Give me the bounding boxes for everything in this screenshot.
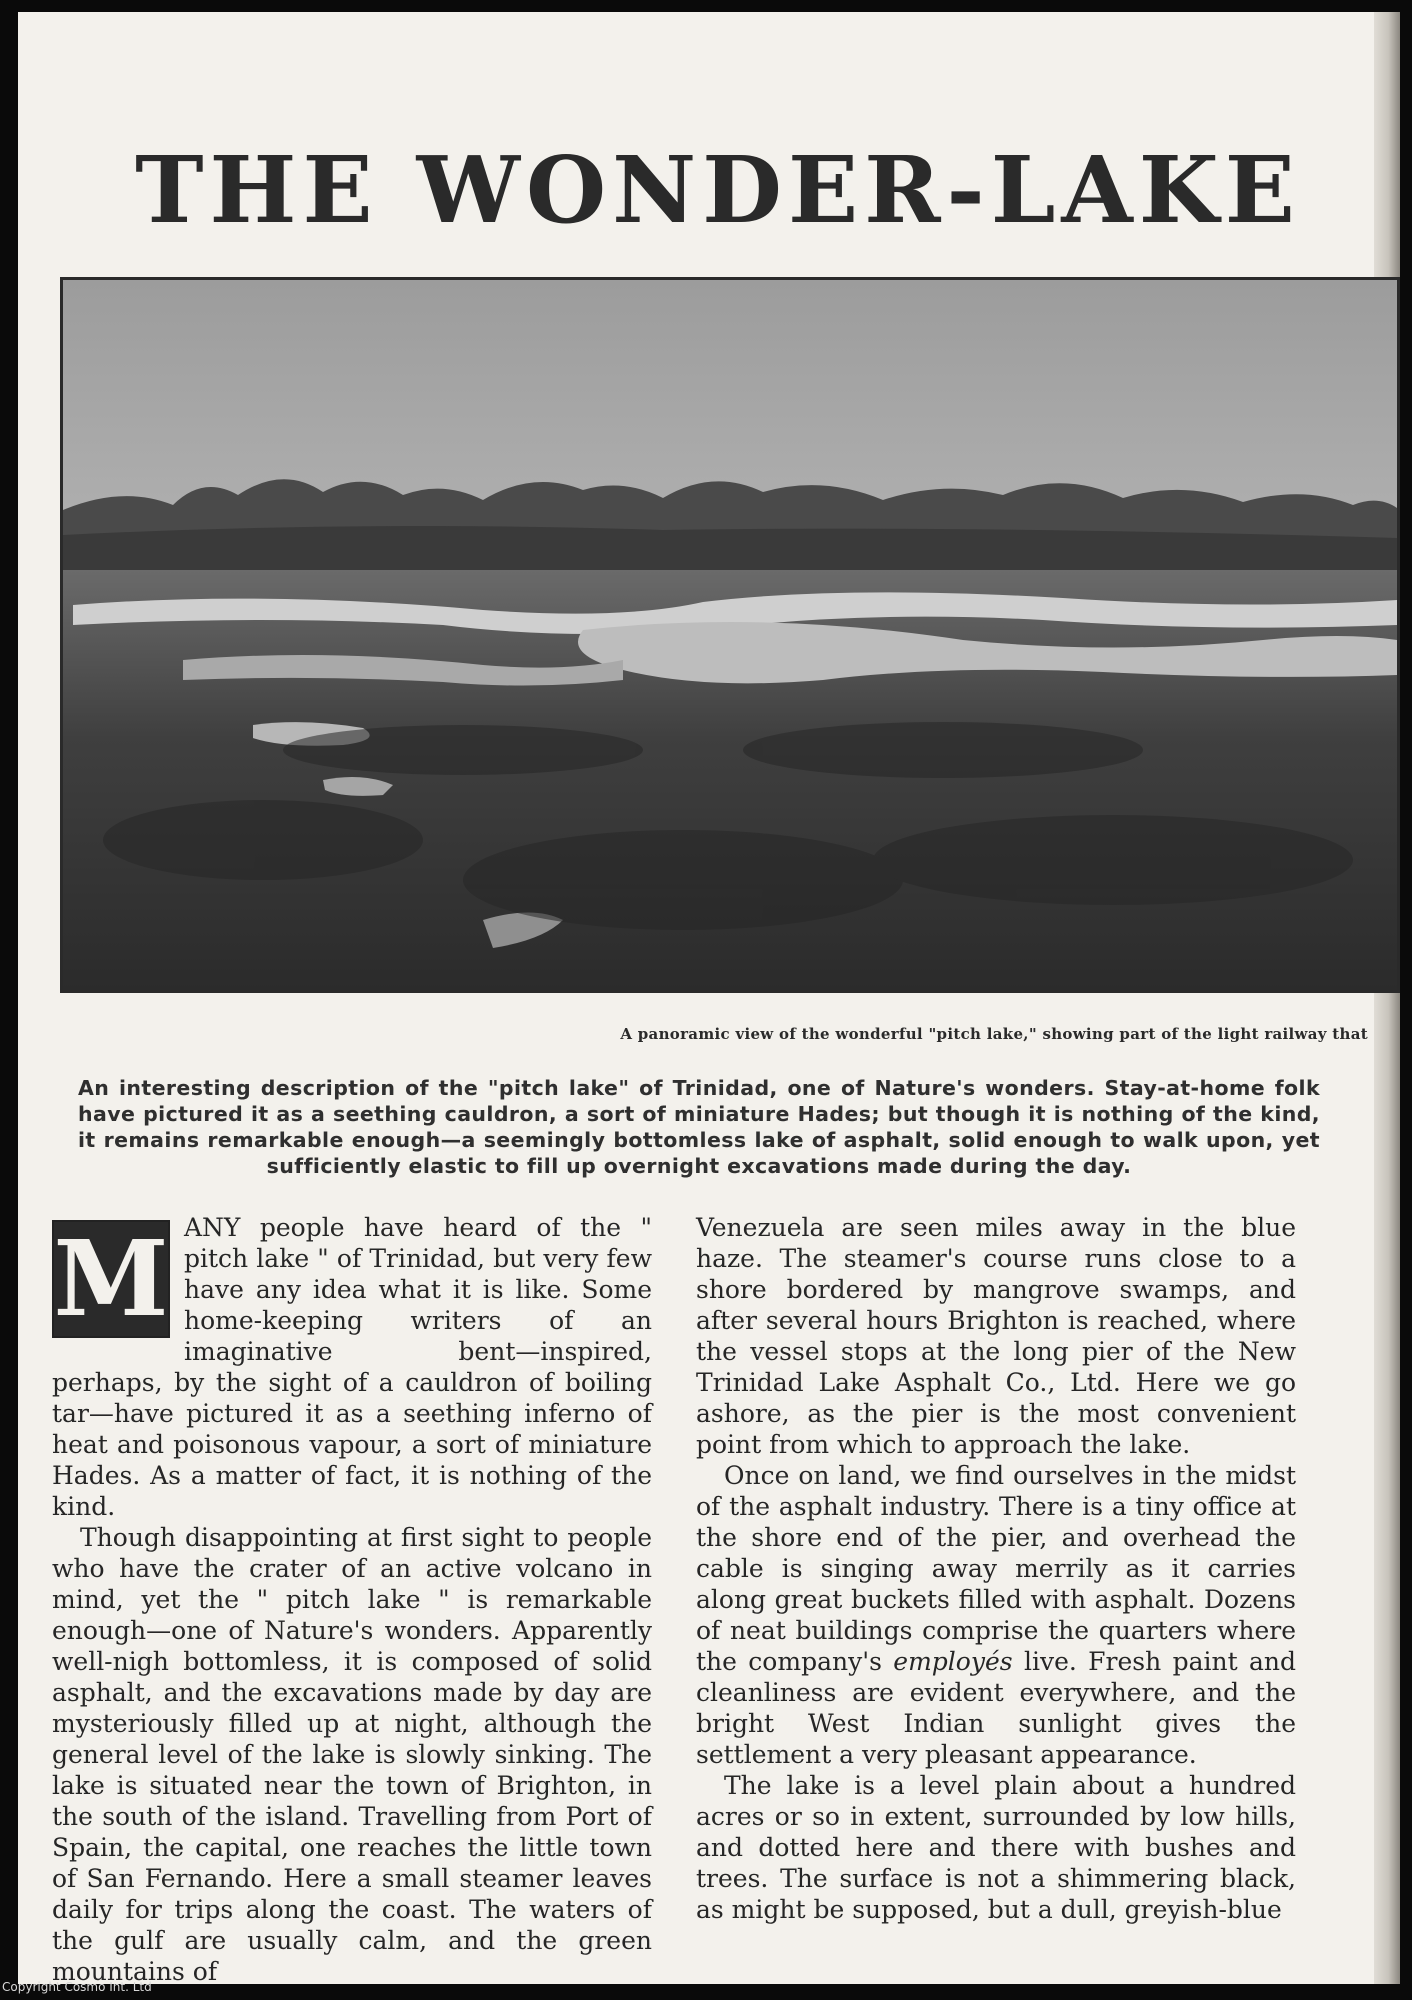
dropcap-ornament: [52, 1217, 170, 1340]
paragraph: Venezuela are seen miles away in the blue haze. The steamer's course runs close to a shore bordered by mangrove swamps, and after several hours Brighton is reached, where the vessel stops at the long pier of the New Trinidad Lake Asphalt Co., Ltd. Here we go ashore, as the pier is the most convenient point from which to approach the lake.: [696, 1213, 1296, 1459]
magazine-page: [18, 12, 1400, 1984]
photo-caption: A panoramic view of the wonderful "pitch lake," showing part of the light railway that: [620, 1025, 1368, 1043]
article-intro: An interesting description of the "pitch lake" of Trinidad, one of Nature's wonders. Stay-at-home folk have pictured it as a seething cauldron, a sort of miniature Hades; but though it is nothing of the kind, it remains remarkable enough—a seemingly bottomless lake of asphalt, solid enough to walk upon, yet sufficiently elastic to fill up overnight excavations made during the day.: [78, 1076, 1320, 1178]
right-column: [696, 1212, 1296, 1925]
paragraph-text: Once on land, we find ourselves in the midst of the asphalt industry. There is a tiny office at the shore end of the pier, and overhead the cable is singing away merrily as it carries along great buckets filled with asphalt. Dozens of neat buildings comprise the quarters where the company's: [696, 1461, 1296, 1676]
dropcap-letter: M: [53, 1217, 169, 1340]
paragraph-text: live. Fresh paint and cleanliness are evident everywhere, and the bright West Indian sunlight gives the settlement a very pleasant appearance.: [696, 1647, 1296, 1769]
paragraph: ANY people have heard of the " pitch lake " of Trinidad, but very few have any idea what it is like. Some home-keeping writers of an imaginative bent—inspired, perhaps, by the sight of a cauldron of boiling tar—have pictured it as a seething inferno of heat and poisonous vapour, a sort of miniature Hades. As a matter of fact, it is nothing of the kind.: [52, 1213, 652, 1521]
panoramic-photo: [60, 277, 1400, 993]
left-column: [52, 1212, 652, 1984]
paragraph: Though disappointing at first sight to people who have the crater of an active volcano in mind, yet the " pitch lake " is remarkable enough—one of Nature's wonders. Apparently well-nigh bottomless, it is composed of solid asphalt, and the excavations made by day are mysteriously filled up at night, although the general level of the lake is slowly sinking. The lake is situated near the town of Brighton, in the south of the island. Travelling from Port of Spain, the capital, one reaches the little town of San Fernando. Here a small steamer leaves daily for trips along the coast. The waters of the gulf are usually calm, and the green mountains of: [52, 1523, 652, 1984]
paragraph: The lake is a level plain about a hundred acres or so in extent, surrounded by low hills, and dotted here and there with bushes and trees. The surface is not a shimmering black, as might be supposed, but a dull, greyish-blue: [696, 1771, 1296, 1924]
paragraph: [696, 1460, 1296, 1770]
italic-word: employés: [893, 1647, 1013, 1676]
copyright-footer: Copyright Cosmo Int. Ltd: [2, 1980, 152, 1994]
article-title: THE WONDER-LAKE: [135, 136, 1301, 244]
